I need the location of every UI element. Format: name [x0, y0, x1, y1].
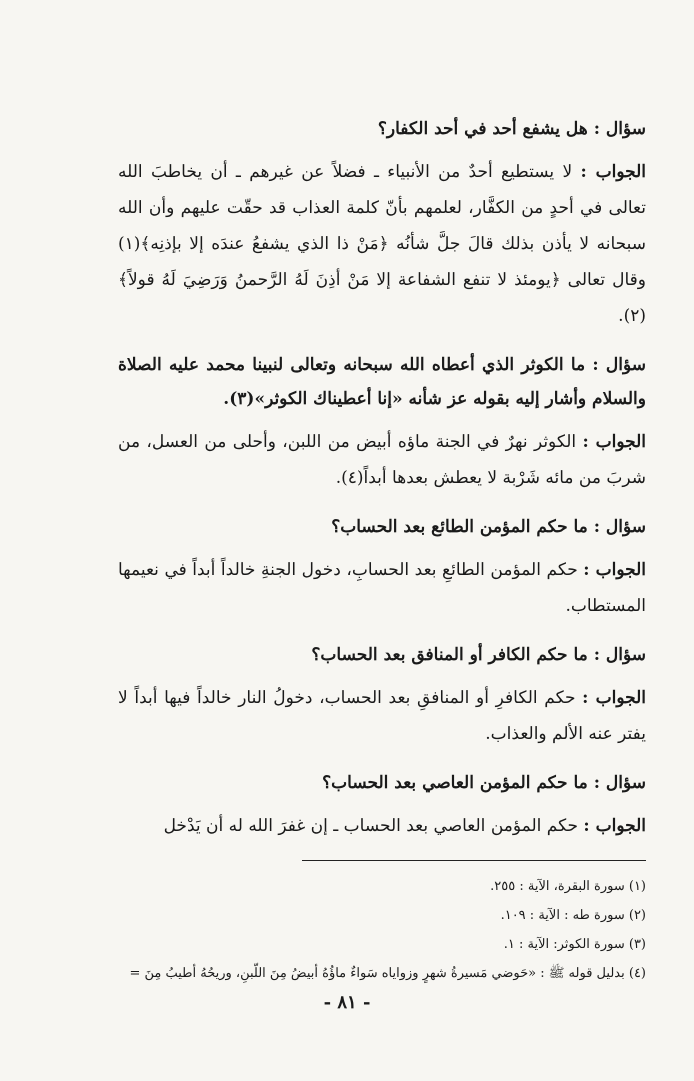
page-number: - ٨١ -: [323, 992, 371, 1013]
question-4: [118, 638, 646, 672]
question-label: سؤال :: [593, 119, 646, 139]
qa-block-3: [118, 510, 646, 624]
question-text: ما حكم المؤمن العاصي بعد الحساب؟: [322, 773, 588, 793]
question-label: سؤال :: [593, 773, 646, 793]
answer-text: حكم المؤمن العاصي بعد الحساب ـ إن غفرَ الله له أن يَدْخل: [163, 816, 578, 836]
answer-text: الكوثر نهرٌ في الجنة ماؤه أبيض من اللبن، وأحلى من العسل، من شربَ من مائه شَرْبة لا يعطش بعدها أبداً(٤).: [118, 432, 646, 488]
qa-block-1: [118, 112, 646, 334]
footnote-1: (١) سورة البقرة، الآية : ٢٥٥.: [490, 879, 646, 894]
answer-4: [118, 680, 646, 752]
answer-label: الجواب :: [582, 432, 646, 452]
question-text: ما الكوثر الذي أعطاه الله سبحانه وتعالى لنبينا محمد عليه الصلاة والسلام وأشار إليه بقوله عز شأنه «إنا أعطيناك الكوثر»(٣).: [118, 355, 646, 409]
qa-block-4: [118, 638, 646, 752]
answer-label: الجواب :: [582, 688, 646, 708]
question-label: سؤال :: [592, 355, 647, 375]
footnote-divider: [302, 860, 646, 861]
question-label: سؤال :: [593, 645, 646, 665]
question-label: سؤال :: [593, 517, 646, 537]
answer-text: لا يستطيع أحدٌ من الأنبياء ـ فضلاً عن غيرهم ـ أن يخاطبَ الله تعالى في أحدٍ من الكفَّار، لعلمهم بأنّ كلمة العذاب قد حقّت عليهم وأن الله سبحانه لا يأذن بذلك قالَ جلَّ شأنُه ﴿مَنْ ذا الذي يشفعُ عندَه إلا بإذنِه﴾(١) وقال تعالى ﴿يومئذ لا تنفع الشفاعة إلا مَنْ أذِنَ لَهُ الرَّحمنُ وَرَضِيَ لَهُ قولاً﴾(٢).: [118, 162, 646, 326]
qa-block-2: [118, 348, 646, 496]
question-text: ما حكم المؤمن الطائع بعد الحساب؟: [331, 517, 588, 537]
footnote-2: (٢) سورة طه : الآية : ١٠٩.: [500, 908, 646, 923]
answer-label: الجواب :: [583, 816, 646, 836]
answer-2: [118, 424, 646, 496]
footnote-4: (٤) بدليل قوله ﷺ : «حَوضي مَسيرةُ شهرٍ وزواياه سَواءٌ ماؤُهُ أبيضُ مِنَ اللّبنِ، وريحُهُ أطيبُ مِنَ =: [129, 966, 646, 981]
question-text: هل يشفع أحد في أحد الكفار؟: [377, 119, 588, 139]
question-text: ما حكم الكافر أو المنافق بعد الحساب؟: [311, 645, 588, 665]
answer-text: حكم المؤمن الطائعِ بعد الحسابِ، دخول الجنةِ خالداً أبداً في نعيمها المستطاب.: [118, 560, 646, 616]
answer-1: [118, 154, 646, 334]
question-5: [118, 766, 646, 800]
answer-label: الجواب :: [583, 560, 646, 580]
footnotes: [118, 872, 646, 988]
answer-text: حكم الكافرِ أو المنافقِ بعد الحساب، دخولُ النار خالداً فيها أبداً لا يفتر عنه الألم والعذاب.: [118, 688, 646, 744]
page-body: [118, 112, 646, 858]
answer-5: [118, 808, 646, 844]
footnote-3: (٣) سورة الكوثر: الآية : ١.: [503, 937, 646, 952]
question-3: [118, 510, 646, 544]
qa-block-5: [118, 766, 646, 844]
answer-label: الجواب :: [580, 162, 646, 182]
question-2: [118, 348, 646, 416]
answer-3: [118, 552, 646, 624]
question-1: [118, 112, 646, 146]
